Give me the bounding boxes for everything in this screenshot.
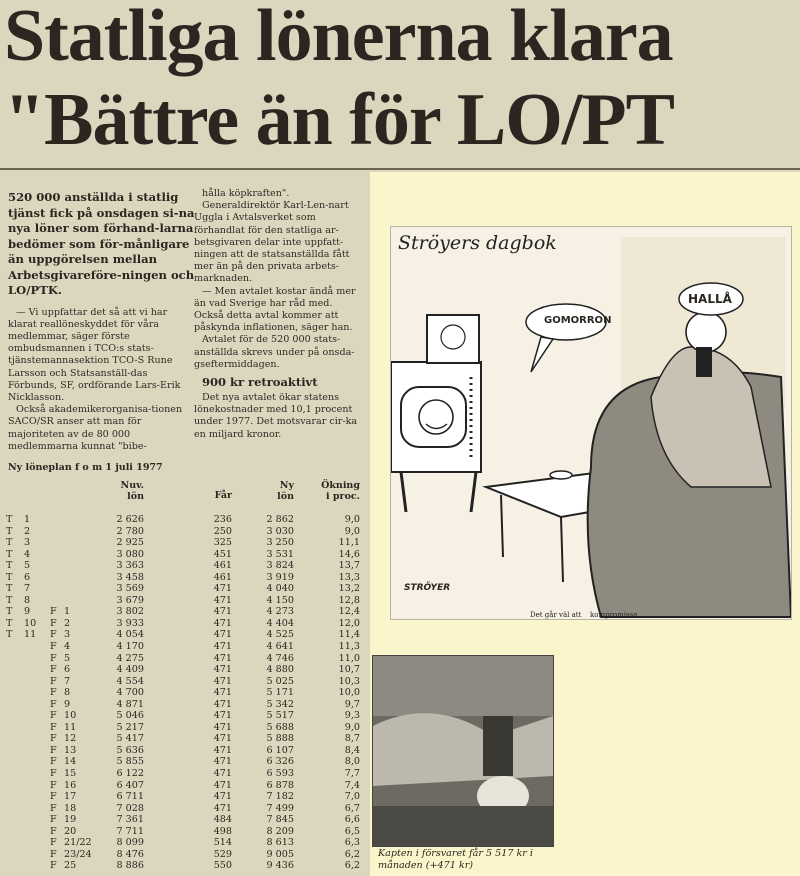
table-cell-fn: 4 (64, 641, 71, 653)
table-cell-f: F (50, 721, 57, 733)
table-cell-f: F (50, 629, 57, 641)
table-cell-far: 498 (213, 825, 232, 837)
table-cell-t: T (6, 583, 13, 595)
table-cell-far: 461 (213, 560, 232, 572)
table-cell-far: 471 (213, 721, 232, 733)
table-cell-f: F (50, 802, 57, 814)
table-cell-f: F (50, 791, 57, 803)
column-header-ny (252, 480, 294, 502)
table-cell-far: 471 (213, 791, 232, 803)
table-cell-fn: 7 (64, 675, 71, 687)
table-cell-nuv: 4 054 (116, 629, 144, 641)
table-cell-ny: 5 517 (266, 710, 294, 722)
table-cell-ny: 4 150 (266, 594, 294, 606)
table-cell-ok: 6,6 (344, 814, 360, 826)
table-cell-ny: 3 250 (266, 537, 294, 549)
table-cell-far: 471 (213, 629, 232, 641)
table-cell-far: 461 (213, 571, 232, 583)
table-cell-fn: 16 (64, 779, 77, 791)
table-cell-far: 471 (213, 664, 232, 676)
table-cell-tn: 9 (24, 606, 31, 618)
table-cell-f: F (50, 710, 57, 722)
table-cell-nuv: 2 780 (116, 525, 144, 537)
table-cell-tn: 2 (24, 525, 31, 537)
table-cell-ok: 11,1 (338, 537, 360, 549)
table-cell-nuv: 6 122 (116, 768, 144, 780)
table-cell-fn: 8 (64, 687, 71, 699)
column-header-far (190, 490, 232, 501)
table-cell-ok: 10,0 (338, 687, 360, 699)
table-cell-fn: 19 (64, 814, 77, 826)
table-row (0, 595, 370, 607)
table-cell-t: T (6, 548, 13, 560)
table-cell-ny: 7 499 (266, 802, 294, 814)
table-cell-t: T (6, 606, 13, 618)
table-cell-tn: 11 (24, 629, 37, 641)
table-cell-ok: 13,2 (338, 583, 360, 595)
table-cell-tn: 4 (24, 548, 31, 560)
table-cell-far: 471 (213, 710, 232, 722)
table-cell-fn: 9 (64, 698, 71, 710)
table-cell-tn: 3 (24, 537, 31, 549)
table-cell-fn: 20 (64, 825, 77, 837)
table-cell-t: T (6, 629, 13, 641)
table-cell-ny: 7 845 (266, 814, 294, 826)
article-column-1 (8, 190, 196, 453)
table-cell-far: 471 (213, 652, 232, 664)
table-cell-f: F (50, 675, 57, 687)
table-cell-ny: 4 404 (266, 617, 294, 629)
table-cell-f: F (50, 814, 57, 826)
table-cell-ok: 6,2 (344, 860, 360, 872)
table-cell-far: 514 (213, 837, 232, 849)
table-cell-t: T (6, 525, 13, 537)
photo-caption: Kapten i försvaret får 5 517 kr i månaden (+471 kr) (378, 848, 533, 871)
table-title: Ny löneplan f o m 1 juli 1977 (8, 462, 163, 473)
table-row (0, 514, 370, 526)
headline-line-2: "Bättre än för LO/PT (4, 79, 674, 161)
table-cell-ok: 7,4 (344, 779, 360, 791)
cartoonist-signature: STRÖYER (404, 583, 451, 593)
table-row (0, 722, 370, 734)
table-row (0, 814, 370, 826)
table-row (0, 849, 370, 861)
table-cell-nuv: 8 099 (116, 837, 144, 849)
table-cell-ok: 7,7 (344, 768, 360, 780)
article-column-2 (194, 188, 364, 441)
table-cell-fn: 21/22 (64, 837, 92, 849)
table-cell-ny: 3 030 (266, 525, 294, 537)
table-cell-f: F (50, 652, 57, 664)
table-cell-ny: 4 273 (266, 606, 294, 618)
table-cell-ny: 9 005 (266, 848, 294, 860)
header-text: lön (277, 491, 294, 502)
table-cell-f: F (50, 698, 57, 710)
table-row (0, 606, 370, 618)
table-cell-far: 471 (213, 768, 232, 780)
table-cell-far: 471 (213, 606, 232, 618)
table-cell-ny: 4 641 (266, 641, 294, 653)
table-cell-far: 471 (213, 756, 232, 768)
table-cell-nuv: 3 080 (116, 548, 144, 560)
table-cell-tn: 7 (24, 583, 31, 595)
table-cell-far: 236 (213, 514, 232, 525)
table-cell-f: F (50, 664, 57, 676)
table-cell-f: F (50, 837, 57, 849)
table-cell-nuv: 5 217 (116, 721, 144, 733)
table-cell-far: 471 (213, 617, 232, 629)
table-cell-ny: 6 326 (266, 756, 294, 768)
cartoon-caption: Det går väl att (530, 611, 582, 619)
table-cell-f: F (50, 687, 57, 699)
table-cell-f: F (50, 606, 57, 618)
table-cell-t: T (6, 594, 13, 606)
table-cell-ny: 5 888 (266, 733, 294, 745)
speech-bubble-right: HALLÅ (688, 292, 732, 306)
table-cell-far: 529 (213, 848, 232, 860)
table-cell-nuv: 4 700 (116, 687, 144, 699)
cartoon-drawing (391, 227, 791, 619)
table-cell-f: F (50, 744, 57, 756)
table-row (0, 780, 370, 792)
table-cell-far: 451 (213, 548, 232, 560)
table-row (0, 641, 370, 653)
table-cell-ny: 3 919 (266, 571, 294, 583)
table-cell-nuv: 8 476 (116, 848, 144, 860)
table-cell-t: T (6, 571, 13, 583)
table-cell-f: F (50, 768, 57, 780)
table-cell-f: F (50, 779, 57, 791)
table-cell-fn: 15 (64, 768, 77, 780)
article-lead: 520 000 anställda i statlig tjänst fick på onsdagen si-na nya löner som förhand-larna bedömer som för-månligare än uppgörelsen mellan Arbetsgivareföre-ningen och LO/PTK. (8, 190, 195, 297)
column-header-okning (300, 480, 360, 502)
table-row (0, 560, 370, 572)
table-cell-ny: 6 107 (266, 744, 294, 756)
table-cell-ok: 11,4 (338, 629, 360, 641)
table-cell-nuv: 6 407 (116, 779, 144, 791)
table-cell-nuv: 3 458 (116, 571, 144, 583)
table-row (0, 710, 370, 722)
table-cell-f: F (50, 860, 57, 872)
table-row (0, 629, 370, 641)
table-cell-far: 471 (213, 594, 232, 606)
table-cell-ny: 6 593 (266, 768, 294, 780)
article-paragraph: Det nya avtalet ökar statens lönekostnader med 10,1 procent under 1977. Det motsvarar cir-ka en miljard kronor. (194, 392, 358, 440)
table-cell-fn: 1 (64, 606, 71, 618)
table-cell-far: 484 (213, 814, 232, 826)
table-row (0, 791, 370, 803)
table-cell-far: 250 (213, 525, 232, 537)
table-cell-ny: 7 182 (266, 791, 294, 803)
table-cell-ny: 2 862 (266, 514, 294, 525)
table-row (0, 699, 370, 711)
table-cell-fn: 5 (64, 652, 71, 664)
table-row (0, 733, 370, 745)
headline-rule (0, 168, 800, 170)
table-row (0, 756, 370, 768)
table-cell-nuv: 7 028 (116, 802, 144, 814)
table-cell-far: 471 (213, 733, 232, 745)
table-cell-t: T (6, 560, 13, 572)
table-cell-nuv: 4 554 (116, 675, 144, 687)
table-row (0, 745, 370, 757)
table-cell-ok: 11,3 (338, 641, 360, 653)
header-text: Får (214, 490, 232, 501)
table-row (0, 687, 370, 699)
table-cell-ok: 12,0 (338, 617, 360, 629)
table-cell-far: 471 (213, 698, 232, 710)
column-header-nuv (100, 480, 144, 502)
table-cell-nuv: 3 569 (116, 583, 144, 595)
table-cell-nuv: 5 417 (116, 733, 144, 745)
table-cell-nuv: 5 046 (116, 710, 144, 722)
article-paragraph: Generaldirektör Karl-Len-nart Uggla i Avtalsverket som förhandlat för den statliga ar-betsgivaren delar inte uppfatt-ningen att de statsanställda fått mer än på den privata arbets-marknaden. (194, 200, 350, 285)
table-cell-t: T (6, 537, 13, 549)
table-cell-ok: 8,4 (344, 744, 360, 756)
table-cell-fn: 23/24 (64, 848, 92, 860)
photo-image (373, 656, 553, 846)
table-cell-ok: 9,7 (344, 698, 360, 710)
table-cell-ok: 9,0 (344, 721, 360, 733)
table-cell-fn: 18 (64, 802, 77, 814)
table-cell-ok: 13,7 (338, 560, 360, 572)
table-cell-ok: 14,6 (338, 548, 360, 560)
table-row (0, 803, 370, 815)
table-row (0, 618, 370, 630)
photo-captain (372, 655, 554, 847)
table-cell-nuv: 5 636 (116, 744, 144, 756)
table-cell-fn: 6 (64, 664, 71, 676)
table-cell-nuv: 4 275 (116, 652, 144, 664)
table-cell-tn: 5 (24, 560, 31, 572)
table-cell-ok: 10,3 (338, 675, 360, 687)
table-cell-far: 471 (213, 779, 232, 791)
table-cell-ok: 11,0 (338, 652, 360, 664)
table-row (0, 549, 370, 561)
table-cell-ok: 6,5 (344, 825, 360, 837)
table-row (0, 537, 370, 549)
table-cell-nuv: 4 871 (116, 698, 144, 710)
article-paragraph: hålla köpkraften". (202, 188, 290, 199)
table-cell-ok: 9,0 (344, 514, 360, 525)
table-row (0, 653, 370, 665)
table-cell-f: F (50, 756, 57, 768)
table-cell-far: 471 (213, 583, 232, 595)
table-cell-ok: 9,3 (344, 710, 360, 722)
table-cell-f: F (50, 641, 57, 653)
table-cell-far: 325 (213, 537, 232, 549)
table-cell-fn: 13 (64, 744, 77, 756)
table-cell-f: F (50, 617, 57, 629)
table-cell-ny: 3 824 (266, 560, 294, 572)
cartoon-caption: kompromissa. (590, 611, 640, 619)
article-paragraph: — Vi uppfattar det så att vi har klarat reallöneskyddet för våra medlemmar, säger förste ombudsmannen i TCO:s stats-tjänstemannasektion TCO-S Rune Larsson och Statsanställ-das Förbunds, SF, ordförande Lars-Erik Nicklasson. (8, 306, 181, 403)
table-cell-far: 471 (213, 744, 232, 756)
article-paragraph: Avtalet för de 520 000 stats-anställda skrevs under på onsda-gseftermiddagen. (194, 334, 355, 370)
table-cell-fn: 12 (64, 733, 77, 745)
table-cell-ok: 6,2 (344, 848, 360, 860)
table-row (0, 826, 370, 838)
table-row (0, 664, 370, 676)
table-row (0, 837, 370, 849)
salary-table (0, 514, 370, 872)
table-row (0, 768, 370, 780)
table-cell-ok: 8,0 (344, 756, 360, 768)
table-cell-nuv: 4 409 (116, 664, 144, 676)
table-cell-fn: 25 (64, 860, 77, 872)
table-cell-fn: 2 (64, 617, 71, 629)
table-cell-ny: 5 342 (266, 698, 294, 710)
header-text: Ökning (321, 480, 360, 491)
table-cell-ny: 5 171 (266, 687, 294, 699)
table-cell-nuv: 7 711 (116, 825, 144, 837)
table-cell-nuv: 4 170 (116, 641, 144, 653)
table-cell-ny: 4 525 (266, 629, 294, 641)
speech-bubble-left: GOMORRON (544, 315, 612, 326)
table-cell-ny: 3 531 (266, 548, 294, 560)
table-cell-ok: 9,0 (344, 525, 360, 537)
table-cell-far: 471 (213, 687, 232, 699)
table-cell-nuv: 8 886 (116, 860, 144, 872)
table-cell-ny: 4 040 (266, 583, 294, 595)
table-cell-fn: 3 (64, 629, 71, 641)
table-cell-t: T (6, 514, 13, 525)
table-cell-ny: 6 878 (266, 779, 294, 791)
table-cell-ok: 6,3 (344, 837, 360, 849)
table-row (0, 583, 370, 595)
article-paragraph: — Men avtalet kostar ändå mer än vad Sverige har råd med. Också detta avtal kommer att påskynda inflationen, säger han. (194, 285, 356, 334)
header-text: lön (127, 491, 144, 502)
table-cell-ny: 5 025 (266, 675, 294, 687)
table-cell-nuv: 3 363 (116, 560, 144, 572)
table-cell-nuv: 5 855 (116, 756, 144, 768)
table-cell-fn: 17 (64, 791, 77, 803)
table-row (0, 676, 370, 688)
table-cell-ok: 6,7 (344, 802, 360, 814)
table-cell-tn: 8 (24, 594, 31, 606)
table-row (0, 860, 370, 872)
table-cell-ny: 5 688 (266, 721, 294, 733)
table-cell-ny: 4 880 (266, 664, 294, 676)
table-cell-f: F (50, 848, 57, 860)
table-cell-far: 550 (213, 860, 232, 872)
header-text: Nuv. (120, 480, 144, 491)
table-cell-f: F (50, 825, 57, 837)
article-subhead: 900 kr retroaktivt (202, 375, 318, 390)
table-cell-ny: 4 746 (266, 652, 294, 664)
header-text: Ny (279, 480, 294, 491)
table-cell-fn: 14 (64, 756, 77, 768)
table-cell-tn: 1 (24, 514, 31, 525)
headline-line-1: Statliga lönerna klara (4, 0, 673, 77)
table-cell-nuv: 3 802 (116, 606, 144, 618)
table-cell-ok: 13,3 (338, 571, 360, 583)
table-row (0, 572, 370, 584)
table-cell-f: F (50, 733, 57, 745)
table-cell-tn: 10 (24, 617, 37, 629)
header-text: i proc. (326, 491, 360, 502)
table-cell-ny: 8 613 (266, 837, 294, 849)
table-cell-t: T (6, 617, 13, 629)
table-cell-nuv: 2 626 (116, 514, 144, 525)
table-cell-nuv: 3 679 (116, 594, 144, 606)
article-paragraph: Också akademikerorganisa-tionen SACO/SR anser att man för majoriteten av de 80 000 medlemmarna kunnat "bibe- (8, 404, 183, 452)
table-cell-ok: 12,8 (338, 594, 360, 606)
table-row (0, 526, 370, 538)
table-cell-ny: 8 209 (266, 825, 294, 837)
table-cell-nuv: 2 925 (116, 537, 144, 549)
table-cell-tn: 6 (24, 571, 31, 583)
table-cell-far: 471 (213, 641, 232, 653)
table-cell-ok: 10,7 (338, 664, 360, 676)
table-cell-ok: 7,0 (344, 791, 360, 803)
table-cell-nuv: 6 711 (116, 791, 144, 803)
table-cell-nuv: 7 361 (116, 814, 144, 826)
cartoon-frame (390, 226, 792, 620)
cartoon-title: Ströyers dagbok (398, 232, 557, 254)
table-cell-nuv: 3 933 (116, 617, 144, 629)
table-cell-ok: 8,7 (344, 733, 360, 745)
table-cell-fn: 10 (64, 710, 77, 722)
table-cell-far: 471 (213, 675, 232, 687)
table-cell-fn: 11 (64, 721, 77, 733)
table-cell-ny: 9 436 (266, 860, 294, 872)
table-cell-ok: 12,4 (338, 606, 360, 618)
table-cell-far: 471 (213, 802, 232, 814)
